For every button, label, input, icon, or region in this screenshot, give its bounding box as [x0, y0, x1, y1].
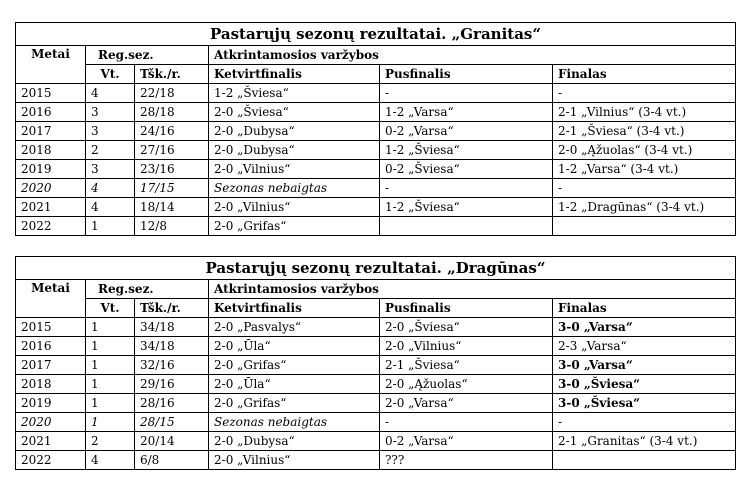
- cell-final: 3-0 „Šviesa“: [553, 375, 736, 394]
- cell-final: 3-0 „Varsa“: [553, 356, 736, 375]
- header-metai: Metai: [16, 280, 86, 318]
- cell-final: 2-1 „Šviesa“ (3-4 vt.): [553, 122, 736, 141]
- cell-vt: 3: [86, 103, 135, 122]
- header-atkrintamosios: Atkrintamosios varžybos: [209, 46, 736, 65]
- cell-tsk: 34/18: [135, 337, 209, 356]
- table-row: [16, 141, 736, 160]
- header-vt: Vt.: [86, 299, 135, 318]
- header-reg-sez: Reg.sez.: [86, 46, 209, 65]
- cell-final: 3-0 „Varsa“: [553, 318, 736, 337]
- table-title: Pastarųjų sezonų rezultatai. „Dragūnas“: [16, 257, 736, 280]
- cell-quarterfinal: Sezonas nebaigtas: [209, 179, 380, 198]
- cell-vt: 1: [86, 356, 135, 375]
- cell-year: 2016: [16, 337, 86, 356]
- cell-tsk: 17/15: [135, 179, 209, 198]
- cell-year: 2017: [16, 356, 86, 375]
- cell-semifinal: 2-0 „Šviesa“: [380, 318, 553, 337]
- header-finalas: Finalas: [553, 65, 736, 84]
- cell-year: 2017: [16, 122, 86, 141]
- results-table-granitas: [15, 22, 736, 236]
- cell-vt: 4: [86, 179, 135, 198]
- cell-semifinal: 2-0 „Vilnius“: [380, 337, 553, 356]
- cell-quarterfinal: 2-0 „Grifas“: [209, 394, 380, 413]
- cell-vt: 3: [86, 160, 135, 179]
- table-row: [16, 413, 736, 432]
- cell-final: 2-3 „Varsa“: [553, 337, 736, 356]
- header-reg-sez: Reg.sez.: [86, 280, 209, 299]
- cell-year: 2022: [16, 217, 86, 236]
- table-row: [16, 179, 736, 198]
- cell-semifinal: 0-2 „Varsa“: [380, 122, 553, 141]
- table-row: [16, 451, 736, 470]
- cell-year: 2020: [16, 179, 86, 198]
- header-finalas: Finalas: [553, 299, 736, 318]
- table-row: [16, 160, 736, 179]
- header-tsk: Tšk./r.: [135, 299, 209, 318]
- cell-vt: 4: [86, 198, 135, 217]
- cell-tsk: 18/14: [135, 198, 209, 217]
- cell-year: 2019: [16, 394, 86, 413]
- table-row: [16, 122, 736, 141]
- cell-quarterfinal: 2-0 „Vilnius“: [209, 198, 380, 217]
- cell-semifinal: 1-2 „Šviesa“: [380, 198, 553, 217]
- cell-final: 2-1 „Granitas“ (3-4 vt.): [553, 432, 736, 451]
- cell-quarterfinal: 2-0 „Vilnius“: [209, 160, 380, 179]
- cell-final: 1-2 „Dragūnas“ (3-4 vt.): [553, 198, 736, 217]
- table-title: Pastarųjų sezonų rezultatai. „Granitas“: [16, 23, 736, 46]
- cell-vt: 1: [86, 217, 135, 236]
- cell-tsk: 28/16: [135, 394, 209, 413]
- cell-final: 2-0 „Ąžuolas“ (3-4 vt.): [553, 141, 736, 160]
- header-metai: Metai: [16, 46, 86, 84]
- cell-tsk: 12/8: [135, 217, 209, 236]
- table-row: [16, 318, 736, 337]
- cell-final: -: [553, 179, 736, 198]
- header-ketvirtfinalis: Ketvirtfinalis: [209, 299, 380, 318]
- cell-quarterfinal: Sezonas nebaigtas: [209, 413, 380, 432]
- cell-final: 2-1 „Vilnius“ (3-4 vt.): [553, 103, 736, 122]
- cell-semifinal: 2-0 „Varsa“: [380, 394, 553, 413]
- cell-year: 2015: [16, 84, 86, 103]
- cell-vt: 4: [86, 451, 135, 470]
- cell-vt: 3: [86, 122, 135, 141]
- cell-semifinal: [380, 217, 553, 236]
- cell-quarterfinal: 2-0 „Dubysa“: [209, 122, 380, 141]
- cell-vt: 1: [86, 337, 135, 356]
- cell-semifinal: 0-2 „Varsa“: [380, 432, 553, 451]
- cell-tsk: 24/16: [135, 122, 209, 141]
- cell-year: 2021: [16, 432, 86, 451]
- cell-vt: 1: [86, 318, 135, 337]
- cell-year: 2021: [16, 198, 86, 217]
- results-table-dragunas: [15, 256, 736, 470]
- cell-tsk: 6/8: [135, 451, 209, 470]
- cell-quarterfinal: 2-0 „Pasvalys“: [209, 318, 380, 337]
- cell-semifinal: -: [380, 84, 553, 103]
- cell-quarterfinal: 2-0 „Dubysa“: [209, 432, 380, 451]
- cell-year: 2018: [16, 141, 86, 160]
- cell-tsk: 34/18: [135, 318, 209, 337]
- header-atkrintamosios: Atkrintamosios varžybos: [209, 280, 736, 299]
- cell-vt: 4: [86, 84, 135, 103]
- cell-semifinal: 2-1 „Šviesa“: [380, 356, 553, 375]
- table-row: [16, 337, 736, 356]
- cell-year: 2022: [16, 451, 86, 470]
- cell-semifinal: -: [380, 413, 553, 432]
- table-row: [16, 103, 736, 122]
- table-row: [16, 394, 736, 413]
- cell-vt: 1: [86, 375, 135, 394]
- cell-semifinal: 2-0 „Ąžuolas“: [380, 375, 553, 394]
- cell-year: 2019: [16, 160, 86, 179]
- header-ketvirtfinalis: Ketvirtfinalis: [209, 65, 380, 84]
- cell-quarterfinal: 2-0 „Dubysa“: [209, 141, 380, 160]
- cell-year: 2016: [16, 103, 86, 122]
- cell-quarterfinal: 2-0 „Šviesa“: [209, 103, 380, 122]
- cell-tsk: 22/18: [135, 84, 209, 103]
- cell-final: -: [553, 84, 736, 103]
- cell-final: [553, 217, 736, 236]
- cell-quarterfinal: 1-2 „Šviesa“: [209, 84, 380, 103]
- cell-tsk: 23/16: [135, 160, 209, 179]
- header-pusfinalis: Pusfinalis: [380, 299, 553, 318]
- table-row: [16, 217, 736, 236]
- header-vt: Vt.: [86, 65, 135, 84]
- cell-semifinal: 1-2 „Varsa“: [380, 103, 553, 122]
- cell-year: 2020: [16, 413, 86, 432]
- header-pusfinalis: Pusfinalis: [380, 65, 553, 84]
- cell-year: 2018: [16, 375, 86, 394]
- cell-vt: 1: [86, 413, 135, 432]
- cell-final: 3-0 „Šviesa“: [553, 394, 736, 413]
- cell-vt: 1: [86, 394, 135, 413]
- cell-final: -: [553, 413, 736, 432]
- table-row: [16, 432, 736, 451]
- cell-semifinal: -: [380, 179, 553, 198]
- cell-quarterfinal: 2-0 „Ūla“: [209, 337, 380, 356]
- cell-year: 2015: [16, 318, 86, 337]
- cell-semifinal: ???: [380, 451, 553, 470]
- header-tsk: Tšk./r.: [135, 65, 209, 84]
- cell-tsk: 28/18: [135, 103, 209, 122]
- cell-semifinal: 1-2 „Šviesa“: [380, 141, 553, 160]
- cell-vt: 2: [86, 432, 135, 451]
- cell-vt: 2: [86, 141, 135, 160]
- cell-tsk: 20/14: [135, 432, 209, 451]
- cell-tsk: 32/16: [135, 356, 209, 375]
- cell-quarterfinal: 2-0 „Grifas“: [209, 217, 380, 236]
- table-row: [16, 198, 736, 217]
- cell-tsk: 27/16: [135, 141, 209, 160]
- table-row: [16, 375, 736, 394]
- cell-final: [553, 451, 736, 470]
- cell-final: 1-2 „Varsa“ (3-4 vt.): [553, 160, 736, 179]
- table-row: [16, 84, 736, 103]
- cell-semifinal: 0-2 „Šviesa“: [380, 160, 553, 179]
- cell-tsk: 29/16: [135, 375, 209, 394]
- table-row: [16, 356, 736, 375]
- cell-quarterfinal: 2-0 „Grifas“: [209, 356, 380, 375]
- cell-quarterfinal: 2-0 „Ūla“: [209, 375, 380, 394]
- cell-quarterfinal: 2-0 „Vilnius“: [209, 451, 380, 470]
- cell-tsk: 28/15: [135, 413, 209, 432]
